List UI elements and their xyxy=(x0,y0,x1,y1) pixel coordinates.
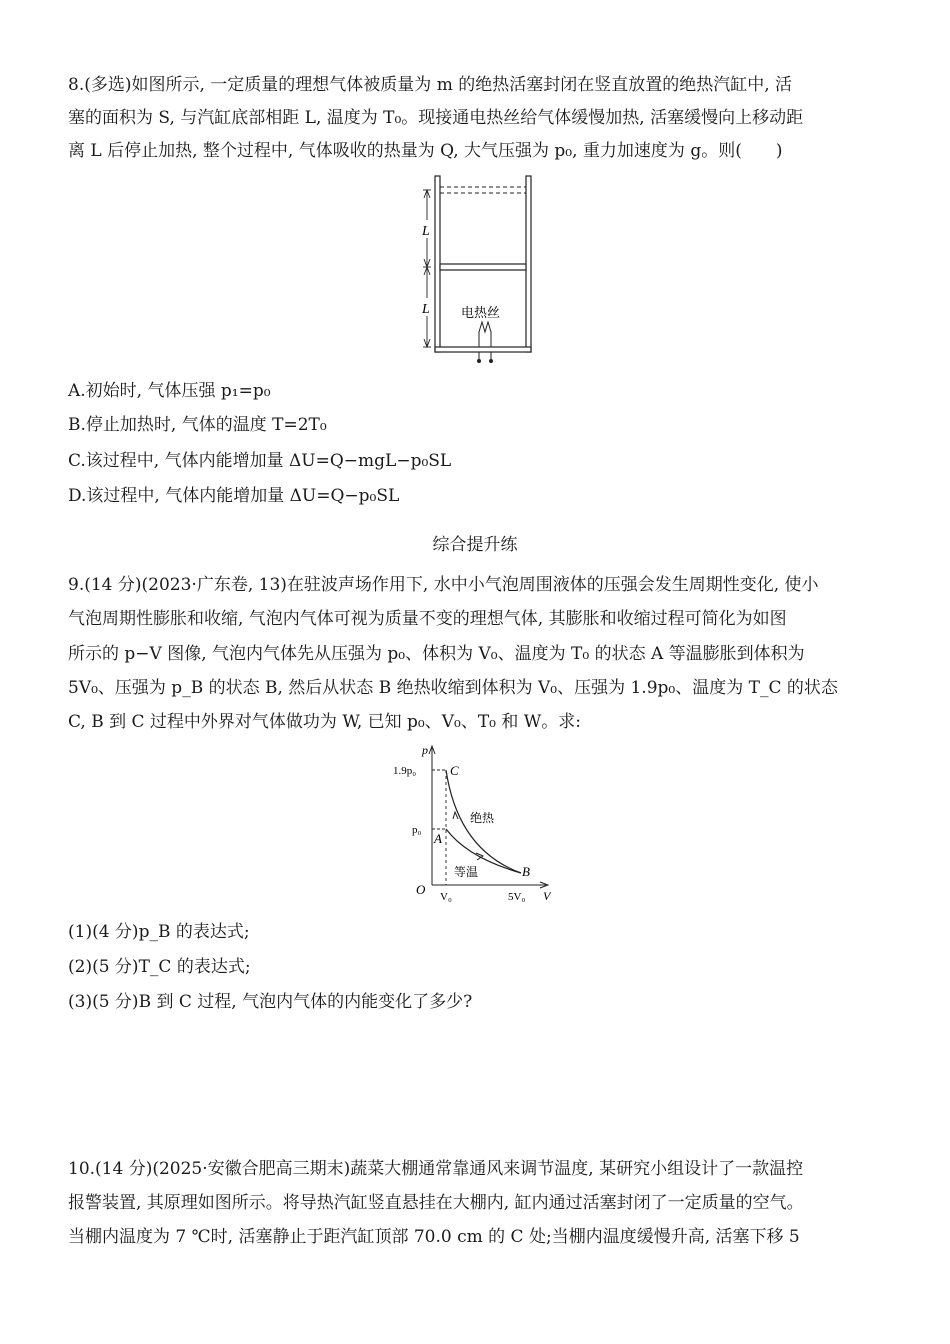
point-c-label: C xyxy=(450,763,459,778)
x-axis-label: V xyxy=(543,889,551,903)
isothermal-label: 等温 xyxy=(454,865,479,879)
cylinder-wall-right xyxy=(526,176,531,352)
q9-line-5: C, B 到 C 过程中外界对气体做功为 W, 已知 p₀、V₀、T₀ 和 W。求: xyxy=(68,712,581,732)
heater-label: 电热丝 xyxy=(461,305,501,320)
x-tick-1: V₀ xyxy=(440,891,452,903)
q10-line-1: 10.(14 分)(2025·安徽合肥高三期末)蔬菜大棚通常靠通风来调节温度, 某研究小组设计了一款温控 xyxy=(68,1159,804,1179)
q9-sub-1: (1)(4 分)p_B 的表达式; xyxy=(68,922,250,942)
adiabatic-label: 绝热 xyxy=(470,811,495,825)
pv-graph xyxy=(388,740,568,908)
label-L-lower: L xyxy=(422,302,430,317)
q10-line-3: 当棚内温度为 7 ℃时, 活塞静止于距汽缸顶部 70.0 cm 的 C 处;当棚内温度缓慢升高, 活塞下移 5 xyxy=(68,1227,800,1247)
cylinder-figure xyxy=(405,172,545,368)
y-axis-label: p xyxy=(422,743,428,757)
q9-line-3: 所示的 p−V 图像, 气泡内气体先从压强为 p₀、体积为 V₀、温度为 T₀ 的状态 A 等温膨胀到体积为 xyxy=(68,644,805,664)
point-a-label: A xyxy=(434,831,442,846)
q8-line-2: 塞的面积为 S, 与汽缸底部相距 L, 温度为 T₀。现接通电热丝给气体缓慢加热, 活塞缓慢向上移动距 xyxy=(68,108,804,128)
q9-line-4: 5V₀、压强为 p_B 的状态 B, 然后从状态 B 绝热收缩到体积为 V₀、压强为 1.9p₀、温度为 T_C 的状态 xyxy=(68,678,838,698)
piston xyxy=(440,264,526,270)
q8-option-c: C.该过程中, 气体内能增加量 ΔU=Q−mgL−p₀SL xyxy=(68,451,452,471)
heater-coil xyxy=(479,322,491,347)
q10-line-2: 报警装置, 其原理如图所示。将导热汽缸竖直悬挂在大棚内, 缸内通过活塞封闭了一定质量的空气。 xyxy=(68,1193,804,1213)
q9-line-1: 9.(14 分)(2023·广东卷, 13)在驻波声场作用下, 水中小气泡周围液体的压强会发生周期性变化, 使小 xyxy=(68,575,819,595)
q8-line-3: 离 L 后停止加热, 整个过程中, 气体吸收的热量为 Q, 大气压强为 p₀, 重力加速度为 g。则( ) xyxy=(68,141,783,161)
q8-option-d: D.该过程中, 气体内能增加量 ΔU=Q−p₀SL xyxy=(68,486,400,506)
q8-line-1: 8.(多选)如图所示, 一定质量的理想气体被质量为 m 的绝热活塞封闭在竖直放置的绝热汽缸中, 活 xyxy=(68,75,793,95)
q8-option-b: B.停止加热时, 气体的温度 T=2T₀ xyxy=(68,415,327,435)
q9-sub-3: (3)(5 分)B 到 C 过程, 气泡内气体的内能变化了多少? xyxy=(68,992,473,1012)
q9-sub-2: (2)(5 分)T_C 的表达式; xyxy=(68,957,251,977)
q8-option-a: A.初始时, 气体压强 p₁=p₀ xyxy=(68,381,271,401)
x-tick-2: 5V₀ xyxy=(508,891,526,903)
y-tick-mid: p₀ xyxy=(412,824,422,836)
cylinder-wall-left xyxy=(435,176,440,352)
y-tick-top: 1.9p₀ xyxy=(393,765,417,777)
section-title: 综合提升练 xyxy=(432,535,518,555)
q9-line-2: 气泡周期性膨胀和收缩, 气泡内气体可视为质量不变的理想气体, 其膨胀和收缩过程可简化为如图 xyxy=(68,609,787,629)
label-L-upper: L xyxy=(422,224,430,239)
point-b-label: B xyxy=(522,864,530,879)
cylinder-bottom xyxy=(435,347,531,352)
origin-label: O xyxy=(416,882,426,897)
